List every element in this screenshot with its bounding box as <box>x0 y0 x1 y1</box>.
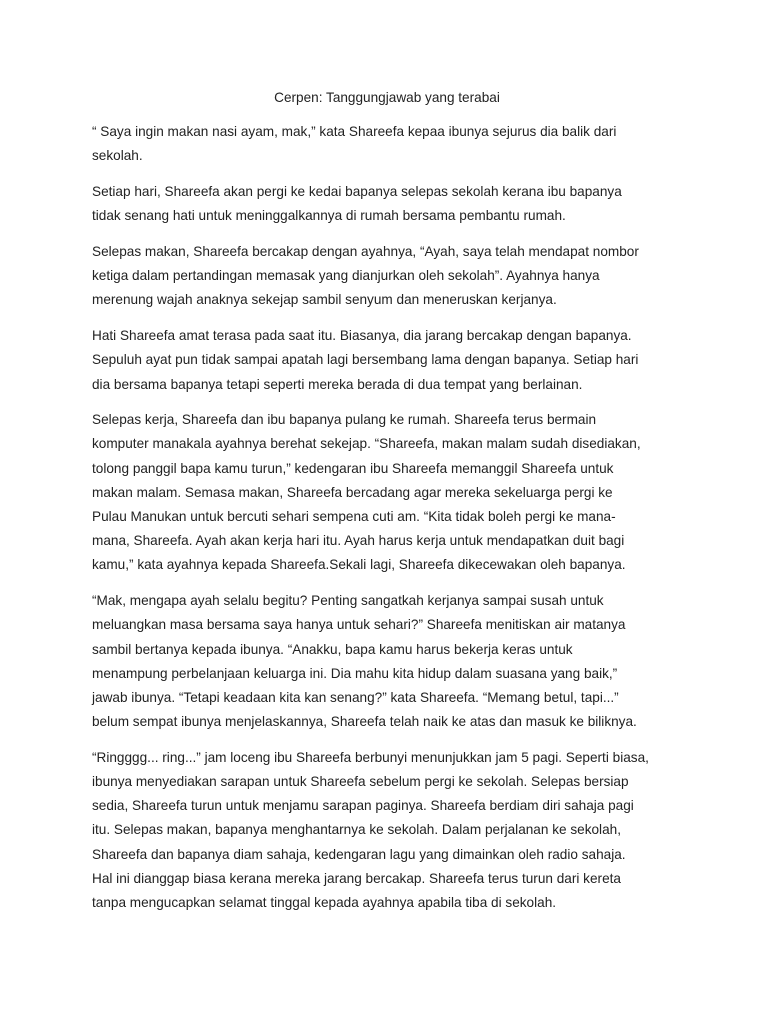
document-title: Cerpen: Tanggungjawab yang terabai <box>274 90 500 105</box>
paragraph-2: Setiap hari, Shareefa akan pergi ke kedai bapanya selepas sekolah kerana ibu bapanya tidak senang hati untuk meninggalkannya di rumah bersama pembantu rumah. <box>92 184 622 224</box>
paragraph-3: Selepas makan, Shareefa bercakap dengan ayahnya, “Ayah, saya telah mendapat nombor ketiga dalam pertandingan memasak yang dianjurkan oleh sekolah”. Ayahnya hanya merenung wajah anaknya sekejap sambil senyum dan meneruskan kerjanya. <box>92 244 639 308</box>
paragraph-5: Selepas kerja, Shareefa dan ibu bapanya pulang ke rumah. Shareefa terus bermain komputer manakala ayahnya berehat sekejap. “Shareefa, makan malam sudah disediakan, tolong panggil bapa kamu turun,” kedengaran ibu Shareefa memanggil Shareefa untuk makan malam. Semasa makan, Shareefa bercadang agar mereka sekeluarga pergi ke Pulau Manukan untuk bercuti sehari sempena cuti am. “Kita tidak boleh pergi ke mana- mana, Shareefa. Ayah akan kerja hari itu. Ayah harus kerja untuk mendapatkan duit bagi kamu,” kata ayahnya kepada Shareefa.Sekali lagi, Shareefa dikecewakan oleh bapanya. <box>92 412 641 573</box>
document-body <box>92 86 682 927</box>
paragraph-1: “ Saya ingin makan nasi ayam, mak,” kata Shareefa kepaa ibunya sejurus dia balik dari sekolah. <box>92 124 617 164</box>
paragraph-7: “Ringggg... ring...” jam loceng ibu Shareefa berbunyi menunjukkan jam 5 pagi. Seperti biasa, ibunya menyediakan sarapan untuk Shareefa sebelum pergi ke sekolah. Selepas bersiap sedia, Shareefa turun untuk menjamu sarapan paginya. Shareefa berdiam diri sahaja pagi itu. Selepas makan, bapanya menghantarnya ke sekolah. Dalam perjalanan ke sekolah, Shareefa dan bapanya diam sahaja, kedengaran lagu yang dimainkan oleh radio sahaja. Hal ini dianggap biasa kerana mereka jarang bercakap. Shareefa terus turun dari kereta tanpa mengucapkan selamat tinggal kepada ayahnya apabila tiba di sekolah. <box>92 749 649 911</box>
paragraph-6: “Mak, mengapa ayah selalu begitu? Penting sangatkah kerjanya sampai susah untuk meluangkan masa bersama saya hanya untuk sehari?” Shareefa menitiskan air matanya sambil bertanya kepada ibunya. “Anakku, bapa kamu harus bekerja keras untuk menampung perbelanjaan keluarga ini. Dia mahu kita hidup dalam suasana yang baik,” jawab ibunya. “Tetapi keadaan kita kan senang?” kata Shareefa. “Memang betul, tapi...” belum sempat ibunya menjelaskannya, Shareefa telah naik ke atas dan masuk ke biliknya. <box>92 593 637 730</box>
paragraph-4: Hati Shareefa amat terasa pada saat itu. Biasanya, dia jarang bercakap dengan bapanya. Sepuluh ayat pun tidak sampai apatah lagi bersembang lama dengan bapanya. Setiap hari dia bersama bapanya tetapi seperti mereka berada di dua tempat yang berlainan. <box>92 328 639 392</box>
